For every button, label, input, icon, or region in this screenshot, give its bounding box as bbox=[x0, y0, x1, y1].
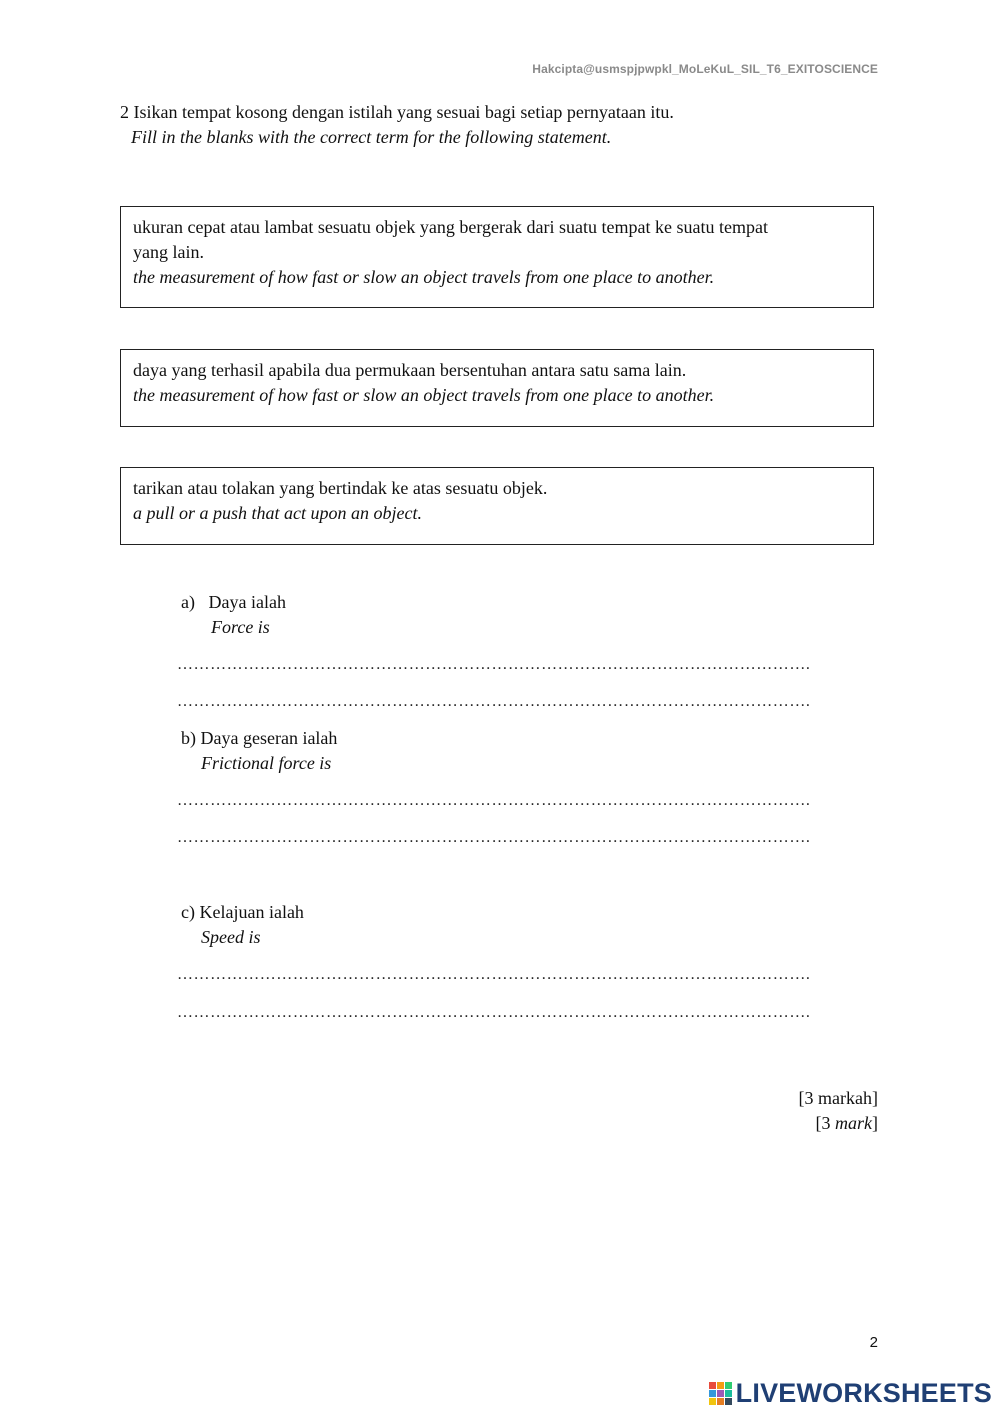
definition-box-speed bbox=[120, 206, 874, 308]
answer-line-a1[interactable]: ……………………………………………………………………………………………………. bbox=[177, 656, 811, 673]
answer-line-b2[interactable]: ……………………………………………………………………………………………………. bbox=[177, 829, 811, 846]
page-number: 2 bbox=[869, 1334, 878, 1351]
logo-square bbox=[717, 1398, 724, 1405]
definition-text-en: the measurement of how fast or slow an object travels from one place to another. bbox=[133, 267, 715, 287]
liveworksheets-logo bbox=[709, 1378, 992, 1408]
marks-en-number: [3 bbox=[815, 1113, 835, 1133]
item-a-label: a) Daya ialah bbox=[181, 592, 286, 612]
question-instruction-en: Fill in the blanks with the correct term for the following statement. bbox=[131, 127, 612, 147]
logo-square bbox=[709, 1398, 716, 1405]
definition-text-ms: daya yang terhasil apabila dua permukaan bersentuhan antara satu sama lain. bbox=[133, 360, 687, 380]
logo-text: LIVEWORKSHEETS bbox=[735, 1378, 992, 1408]
copyright-header: Hakcipta@usmspjpwpkl_MoLeKuL_SIL_T6_EXITOSCIENCE bbox=[532, 62, 878, 76]
logo-square bbox=[709, 1390, 716, 1397]
marks-en-word: mark bbox=[835, 1113, 872, 1133]
answer-line-a2[interactable]: ……………………………………………………………………………………………………. bbox=[177, 693, 811, 710]
item-b-label: b) Daya geseran ialah bbox=[181, 728, 338, 748]
logo-square bbox=[725, 1382, 732, 1389]
logo-square bbox=[717, 1390, 724, 1397]
question-instruction-ms: 2 Isikan tempat kosong dengan istilah yang sesuai bagi setiap pernyataan itu. bbox=[120, 102, 674, 122]
definition-text-ms: ukuran cepat atau lambat sesuatu objek yang bergerak dari suatu tempat ke suatu tempat bbox=[133, 217, 768, 237]
marks-ms: [3 markah] bbox=[798, 1088, 878, 1108]
logo-square bbox=[709, 1382, 716, 1389]
marks-en-close: ] bbox=[872, 1113, 878, 1133]
item-a-label-en: Force is bbox=[211, 617, 270, 637]
answer-line-c1[interactable]: ……………………………………………………………………………………………………. bbox=[177, 966, 811, 983]
definition-text-ms: tarikan atau tolakan yang bertindak ke atas sesuatu objek. bbox=[133, 478, 548, 498]
logo-square bbox=[725, 1398, 732, 1405]
item-c-label: c) Kelajuan ialah bbox=[181, 902, 304, 922]
definition-box-force bbox=[120, 467, 874, 545]
logo-square bbox=[725, 1390, 732, 1397]
item-b-label-en: Frictional force is bbox=[201, 753, 332, 773]
answer-line-c2[interactable]: ……………………………………………………………………………………………………. bbox=[177, 1004, 811, 1021]
definition-text-ms-cont: yang lain. bbox=[133, 242, 204, 262]
definition-box-friction bbox=[120, 349, 874, 427]
logo-grid-icon bbox=[709, 1382, 732, 1405]
definition-text-en: a pull or a push that act upon an object. bbox=[133, 503, 422, 523]
marks-en bbox=[816, 1111, 879, 1136]
answer-line-b1[interactable]: ……………………………………………………………………………………………………. bbox=[177, 792, 811, 809]
item-c-label-en: Speed is bbox=[201, 927, 261, 947]
logo-square bbox=[717, 1382, 724, 1389]
definition-text-en: the measurement of how fast or slow an object travels from one place to another. bbox=[133, 385, 715, 405]
